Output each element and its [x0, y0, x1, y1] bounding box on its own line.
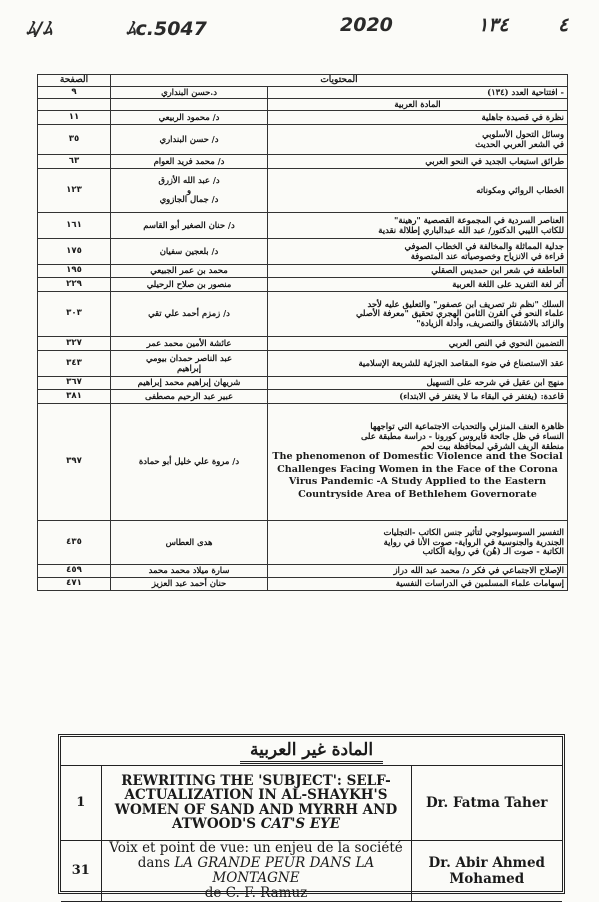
article-author: د/ مروة علي خليل أبو حمادة — [111, 404, 268, 521]
article-page: ١٢٣ — [38, 169, 111, 213]
article-title — [268, 111, 568, 125]
article-page: ٤٧١ — [38, 578, 111, 591]
article-page: ٣٠٣ — [38, 292, 111, 337]
handwritten-left-mark: ﾑ/ﾑ — [26, 18, 52, 40]
non-arabic-row — [61, 766, 562, 840]
article-page: ٣٩٧ — [38, 404, 111, 521]
article-page: 1 — [61, 766, 101, 840]
article-title-arabic: أثر لغة التفريد على اللغة العربية — [452, 278, 564, 289]
article-title — [268, 292, 568, 337]
article-title-arabic: العناصر السردية في المجموعة القصصية "رهينة" للكاتب الليبي الدكتور/ عبد الله عبدالباري إطلالة نقدية — [378, 214, 564, 235]
article-title — [268, 578, 568, 591]
article-title — [268, 404, 568, 521]
article-title-arabic: - افتتاحية العدد (١٣٤) — [487, 86, 564, 97]
contents-table — [37, 74, 568, 591]
title-line — [106, 856, 407, 886]
article-author: د/ حسن البنداري — [111, 125, 268, 155]
article-title-arabic: جدلية المماثلة والمخالفة في الخطاب الصوفي قراءة في الانزياح وخصوصياته عند المتصوفة — [404, 240, 564, 261]
article-author: هدى العطاس — [111, 521, 268, 565]
article-title-arabic: عقد الاستصناع في ضوء المقاصد الجزئية للشريعة الإسلامية — [358, 357, 564, 368]
toc-row — [38, 390, 568, 404]
title-prefix: ATWOOD'S — [171, 816, 261, 833]
page-header: الصفحة — [38, 75, 111, 87]
toc-row — [38, 404, 568, 521]
article-author: منصور بن صلاح الرحيلي — [111, 278, 268, 292]
article-title — [268, 390, 568, 404]
article-title — [268, 239, 568, 265]
article-title — [101, 840, 411, 901]
article-title — [268, 87, 568, 99]
article-title-arabic: الخطاب الروائي ومكوناته — [476, 184, 564, 195]
article-author: د/ عبد الله الأزرق و د/ جمال الجازوي — [111, 169, 268, 213]
article-author: عبير عبد الرحيم مصطفى — [111, 390, 268, 404]
empty-cell — [111, 99, 268, 111]
article-title — [268, 265, 568, 278]
article-title-arabic: العاطفة في شعر ابن حمديس الصقلي — [431, 265, 564, 276]
article-title — [268, 125, 568, 155]
article-title — [268, 351, 568, 377]
article-page: ٣٦٧ — [38, 377, 111, 390]
toc-row — [38, 111, 568, 125]
title-line: de C.-F. Ramuz — [204, 884, 308, 901]
article-page: ٤٥٩ — [38, 565, 111, 578]
article-author: محمد بن عمر الجبيعي — [111, 265, 268, 278]
article-author: عبد الناصر حمدان بيومي إبراهيم — [111, 351, 268, 377]
article-title — [268, 521, 568, 565]
toc-row — [38, 578, 568, 591]
toc-row — [38, 213, 568, 239]
toc-row — [38, 351, 568, 377]
toc-row — [38, 521, 568, 565]
article-title-arabic: السلك "نظم نثر تصريف ابن عصفور" والتعليق عليه لأحد علماء النحو في القرن الثامن الهجري تحقيق "معرفة الأصلي والزائد بالاشتقاق والتصريف، وأدلة الزيادة" — [355, 298, 564, 328]
section-label: المادة العربية — [268, 99, 568, 111]
article-page: 31 — [61, 840, 101, 901]
article-author: حنان أحمد عبد العزيز — [111, 578, 268, 591]
article-author: Dr. Abir Ahmed Mohamed — [411, 840, 562, 901]
article-title — [268, 155, 568, 169]
title-italic: LA GRANDE PEUR DANS LA MONTAGNE — [174, 854, 375, 886]
toc-row — [38, 278, 568, 292]
article-title — [268, 169, 568, 213]
article-author: د/ حنان الصغير أبو القاسم — [111, 213, 268, 239]
non-arabic-row — [61, 840, 562, 901]
article-author: د/ محمود الربيعي — [111, 111, 268, 125]
article-page: ١١ — [38, 111, 111, 125]
toc-row — [38, 565, 568, 578]
article-title-arabic: نظرة في قصيدة جاهلية — [481, 111, 564, 122]
article-title — [268, 278, 568, 292]
article-page: ٣٢٧ — [38, 337, 111, 351]
article-title-arabic: قاعدة: (يغتفر في البقاء ما لا يغتفر في الابتداء) — [399, 390, 564, 401]
toc-row — [38, 292, 568, 337]
handwritten-year: 2020 — [340, 14, 393, 36]
article-page: ١٦١ — [38, 213, 111, 239]
article-author: د/ محمد فريد العوام — [111, 155, 268, 169]
article-author: عائشة الأمين محمد عمر — [111, 337, 268, 351]
article-author: سارة ميلاد محمد محمد — [111, 565, 268, 578]
article-page: ٣٤٣ — [38, 351, 111, 377]
handwritten-extra-mark: ٤ — [558, 14, 569, 36]
toc-row — [38, 337, 568, 351]
section-row — [38, 99, 568, 111]
title-line: ACTUALIZATION IN AL-SHAYKH'S — [124, 787, 388, 804]
toc-row — [38, 169, 568, 213]
article-title-arabic: التضمين النحوي في النص العربي — [448, 337, 564, 348]
article-author: د.حسن البنداري — [111, 87, 268, 99]
article-page: ٤٣٥ — [38, 521, 111, 565]
contents-header: المحتويات — [111, 75, 568, 87]
article-page: ٢٢٩ — [38, 278, 111, 292]
title-line: REWRITING THE 'SUBJECT': SELF- — [121, 772, 391, 789]
article-title — [268, 565, 568, 578]
article-page: ١٩٥ — [38, 265, 111, 278]
toc-row — [38, 377, 568, 390]
article-title-arabic: وسائل التحول الأسلوبي في الشعر العربي الحديث — [475, 128, 564, 149]
title-line: WOMEN OF SAND AND MYRRH AND — [114, 801, 398, 818]
article-title-arabic: طرائق استيعاب الجديد في النحو العربي — [425, 155, 564, 166]
article-author: Dr. Fatma Taher — [411, 766, 562, 840]
article-title-english: The phenomenon of Domestic Violence and the Social Challenges Facing Women in the Face of the Corona Virus Pandemic -A Study Applied to the Eastern Countryside Area of Bethlehem Governorate — [272, 451, 563, 500]
title-italic: CAT'S EYE — [260, 816, 341, 833]
article-title — [101, 766, 411, 840]
article-title-arabic: ظاهرة العنف المنزلي والتحديات الاجتماعية التي تواجهها النساء في ظل جائحة فايروس كورونا - دراسة مطبقة على منطقة الريف الشرقي لمحافظة بيت لحم — [360, 421, 564, 451]
article-title — [268, 377, 568, 390]
toc-row — [38, 125, 568, 155]
toc-row — [38, 239, 568, 265]
handwritten-issue-number: ١٣٤ — [478, 14, 509, 36]
article-title-arabic: الإصلاح الاجتماعي في فكر د/ محمد عبد الله دراز — [393, 565, 564, 576]
article-page: ٩ — [38, 87, 111, 99]
article-author: د/ بلعجين سفيان — [111, 239, 268, 265]
article-title-arabic: إسهامات علماء المسلمين في الدراسات النفسية — [395, 578, 564, 589]
article-page: ٣٥ — [38, 125, 111, 155]
article-title — [268, 213, 568, 239]
title-line — [106, 817, 407, 832]
toc-row — [38, 265, 568, 278]
non-arabic-heading: المادة غير العربية — [240, 739, 383, 764]
title-line: Voix et point de vue: un enjeu de la société — [109, 839, 403, 856]
article-author: شريهان إبراهيم محمد إبراهيم — [111, 377, 268, 390]
article-title — [268, 337, 568, 351]
article-page: ٣٨١ — [38, 390, 111, 404]
article-page: ١٧٥ — [38, 239, 111, 265]
toc-row — [38, 87, 568, 99]
title-prefix: dans — [137, 854, 175, 871]
handwritten-reference: ﾑc.5047 — [126, 18, 207, 40]
article-title-arabic: منهج ابن عقيل في شرحه على التسهيل — [426, 377, 564, 388]
article-page: ٦٣ — [38, 155, 111, 169]
empty-cell — [38, 99, 111, 111]
non-arabic-table — [61, 766, 562, 902]
article-author: د/ زمزم أحمد علي تقي — [111, 292, 268, 337]
article-title-arabic: التفسير السوسيولوجي لتأثير جنس الكاتب -التجليات الجندرية والجنوسية في الرواية- صوت الأنا في رواية الكاتبة - صوت الـ (هُن) في رواية الكاتب — [383, 527, 564, 557]
non-arabic-heading-bar — [61, 737, 562, 766]
toc-row — [38, 155, 568, 169]
non-arabic-section — [58, 734, 565, 901]
